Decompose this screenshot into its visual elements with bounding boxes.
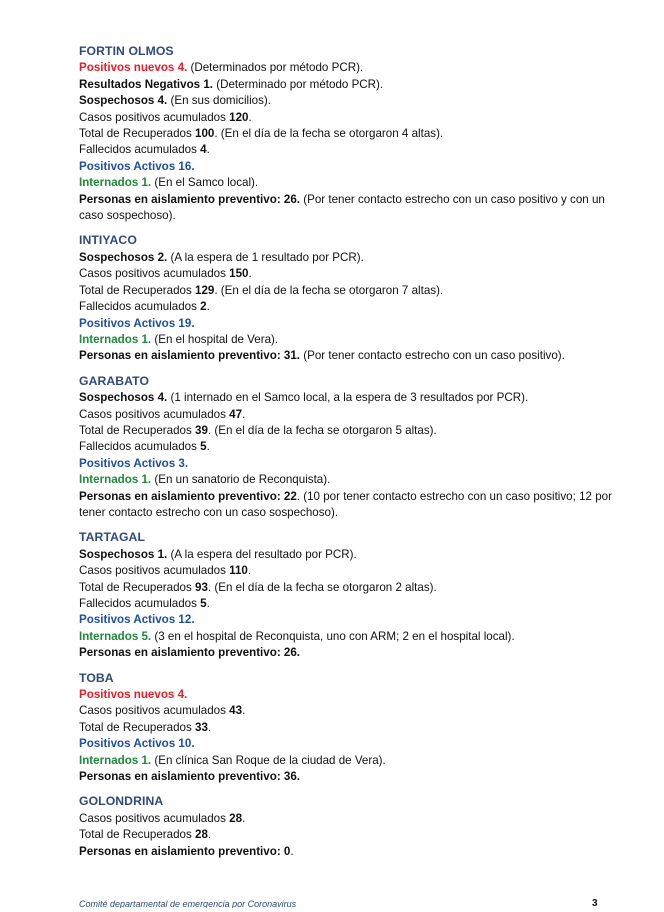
report-line [79,629,619,645]
line-detail: (En clínica San Roque de la ciudad de Vera). [151,753,386,767]
line-detail: (En el hospital de Vera). [151,332,279,346]
line-detail: (A la espera de 1 resultado por PCR). [167,250,364,264]
line-value: 5 [200,440,207,454]
report-line [79,250,619,266]
report-line [79,390,619,406]
town-heading: INTIYACO [79,233,137,248]
line-detail: (3 en el hospital de Reconquista, uno con ARM; 2 en el hospital local). [151,629,515,643]
page-number: 3 [592,898,598,909]
line-detail: (En sus domicilios). [167,94,272,108]
report-line [79,645,619,661]
line-detail: (A la espera del resultado por PCR). [167,547,357,561]
line-label: Casos positivos acumulados [79,704,230,718]
town-section [79,529,619,661]
line-value: Positivos Activos 3. [79,456,189,470]
line-detail: . [248,267,252,281]
report-line [79,547,619,563]
report-line [79,580,619,596]
line-value: 5 [200,597,207,610]
line-detail: (Determinados por método PCR). [187,61,364,75]
town-section [79,43,619,224]
line-detail: . [290,844,294,858]
line-label: Total de Recuperados [79,423,196,437]
line-detail: . [242,704,246,718]
line-label: Total de Recuperados [79,283,196,297]
line-value: Personas en aislamiento preventivo: 31. [79,349,301,363]
line-value: 47 [229,407,243,421]
line-label: Casos positivos acumulados [79,811,230,825]
line-detail: . [206,597,210,610]
line-value: Personas en aislamiento preventivo: 26. [79,646,301,660]
line-label: Casos positivos acumulados [79,110,230,124]
report-line [79,769,619,785]
line-value: 4 [200,143,207,157]
report-line [79,77,619,93]
report-line [79,687,619,703]
line-label: Total de Recuperados [79,580,196,594]
report-line [79,456,619,472]
report-line [79,596,619,612]
line-detail: . [247,564,252,578]
line-label: Fallecidos acumulados [79,300,201,314]
line-detail: (Por tener contacto estrecho con un caso positivo). [300,349,565,363]
report-line [79,736,619,752]
town-section [79,670,619,786]
line-value: 93 [195,580,208,594]
line-detail: (Por tener contacto estrecho con un caso positivo y con un caso sospechoso). [79,192,605,223]
report-line [79,407,619,423]
line-value: 2 [200,300,207,314]
line-value: 150 [229,267,249,281]
line-detail: . (En el día de la fecha se otorgaron 7 altas). [214,283,444,297]
town-heading: FORTIN OLMOS [79,44,174,58]
line-label: Total de Recuperados [79,828,196,842]
line-detail: . (En el día de la fecha se otorgaron 4 altas). [214,127,444,141]
report-line [79,703,619,719]
report-line [79,266,619,282]
line-detail: . [207,720,212,734]
line-value: Personas en aislamiento preventivo: 36. [79,770,301,784]
report-line [79,93,619,109]
report-line [79,159,619,175]
report-line [79,126,619,142]
report-line [79,844,619,860]
line-label: Total de Recuperados [79,720,196,734]
report-line [79,489,619,522]
line-label: Fallecidos acumulados [79,597,201,610]
report-line [79,439,619,455]
line-value: Personas en aislamiento preventivo: 26. [79,192,301,206]
line-value: Resultados Negativos 1. [79,77,214,91]
report-line [79,753,619,769]
line-detail: . [248,110,252,124]
town-heading: TOBA [79,670,114,685]
line-value: Sospechosos 2. [79,250,168,264]
line-detail: . [206,440,210,454]
line-value: Positivos nuevos 4. [79,61,188,75]
line-detail: . (10 por tener contacto estrecho con un caso positivo; 12 por tener contacto estrecho con un caso sospechoso). [79,489,612,519]
report-line [79,316,619,332]
line-detail: . [206,300,210,314]
footer-text: Comité departamental de emergencia por Coronavirus [79,899,297,908]
line-label: Casos positivos acumulados [79,407,230,421]
line-value: Personas en aislamiento preventivo: 22 [79,489,297,503]
line-value: Internados 1. [79,332,152,346]
line-value: Sospechosos 4. [79,391,168,405]
line-detail: . [206,143,210,157]
report-line [79,283,619,299]
line-label: Casos positivos acumulados [79,564,230,578]
town-section [79,232,619,364]
line-value: Internados 1. [79,176,152,190]
line-value: 43 [229,704,243,718]
report-line [79,175,619,191]
line-value: 39 [195,423,208,437]
line-value: 120 [229,110,249,124]
line-detail: . [242,407,246,421]
line-value: 100 [195,127,215,141]
town-section [79,793,619,860]
line-value: 33 [195,720,208,734]
line-value: Sospechosos 4. [79,94,168,108]
line-detail: . (En el día de la fecha se otorgaron 5 altas). [207,423,437,437]
document-body [79,43,619,868]
report-line [79,563,619,579]
line-label: Casos positivos acumulados [79,267,230,281]
line-value: Internados 1. [79,753,152,767]
line-detail: (Determinado por método PCR). [213,77,384,91]
line-value: Sospechosos 1. [79,547,168,561]
line-value: 28 [229,811,243,825]
line-value: 110 [229,564,248,578]
line-value: 28 [195,828,208,842]
line-label: Fallecidos acumulados [79,143,201,157]
report-line [79,472,619,488]
report-line [79,423,619,439]
report-line [79,192,619,225]
report-line [79,142,619,158]
line-value: Internados 1. [79,473,152,487]
line-value: Positivos Activos 19. [79,316,195,330]
line-detail: (En un sanatorio de Reconquista). [151,473,331,487]
line-label: Total de Recuperados [79,127,196,141]
line-detail: (En el Samco local). [151,176,259,190]
report-line [79,612,619,628]
line-value: Positivos Activos 16. [79,159,195,173]
line-detail: (1 internado en el Samco local, a la espera de 3 resultados por PCR). [167,391,529,405]
line-value: Positivos Activos 10. [79,737,195,751]
report-line [79,332,619,348]
line-detail: . (En el día de la fecha se otorgaron 2 altas). [207,580,437,594]
line-detail: . [207,828,212,842]
line-label: Fallecidos acumulados [79,440,201,454]
line-detail: . [242,811,246,825]
report-line [79,720,619,736]
town-heading: GOLONDRINA [79,794,164,809]
line-value: Personas en aislamiento preventivo: 0 [79,844,291,858]
line-value: Positivos Activos 12. [79,613,195,627]
report-line [79,827,619,843]
line-value: Positivos nuevos 4. [79,688,188,702]
report-line [79,811,619,827]
town-heading: TARTAGAL [79,530,146,545]
line-value: Internados 5. [79,629,152,643]
town-section [79,373,619,522]
report-line [79,60,619,76]
report-line [79,348,619,364]
town-heading: GARABATO [79,373,150,388]
report-line [79,110,619,126]
report-line [79,299,619,315]
line-value: 129 [195,283,215,297]
